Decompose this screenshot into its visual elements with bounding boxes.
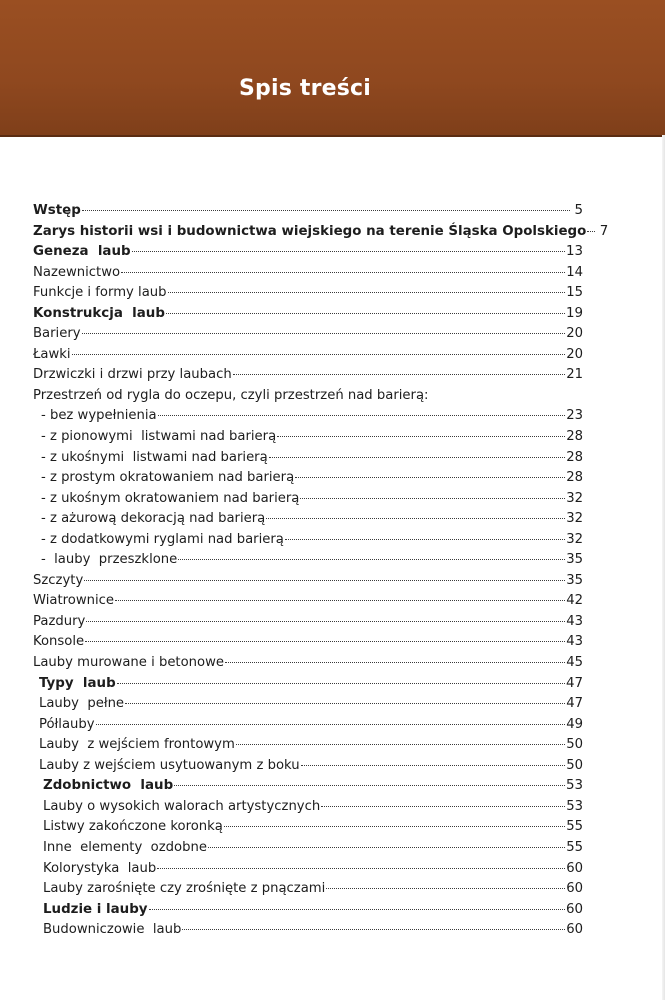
dot-leader bbox=[115, 600, 565, 601]
toc-entry-label: - z ukośnymi listwami nad barierą bbox=[41, 449, 268, 465]
toc-entry-label: Wstęp bbox=[33, 203, 81, 218]
toc-entry bbox=[33, 283, 583, 304]
toc-entry bbox=[33, 632, 583, 653]
toc-entry-label: Zdobnictwo laub bbox=[43, 778, 174, 794]
dot-leader bbox=[236, 744, 565, 745]
toc-entry bbox=[33, 345, 583, 366]
toc-entry-page: 5 bbox=[574, 203, 583, 218]
dot-leader bbox=[117, 683, 565, 684]
toc-entry-page: 32 bbox=[566, 531, 583, 547]
toc-entry-label: - bez wypełnienia bbox=[41, 408, 157, 424]
toc-entry-page: 60 bbox=[566, 860, 583, 876]
toc-entry bbox=[33, 612, 583, 633]
dot-leader bbox=[266, 518, 565, 519]
toc-entry-label: Ławki bbox=[33, 346, 71, 362]
toc-entry bbox=[33, 859, 583, 880]
toc-entry-page: 15 bbox=[566, 285, 583, 301]
toc-entry-page: 14 bbox=[566, 264, 583, 280]
toc-entry bbox=[33, 242, 583, 263]
toc-entry bbox=[33, 201, 583, 222]
toc-entry bbox=[33, 900, 583, 921]
toc-entry-label: Przestrzeń od rygla do oczepu, czyli przestrzeń nad barierą: bbox=[33, 387, 429, 403]
toc-entry bbox=[33, 653, 583, 674]
toc-entry-page: 43 bbox=[566, 634, 583, 650]
toc-entry-label: Geneza laub bbox=[33, 244, 131, 260]
toc-entry-label: Budowniczowie laub bbox=[43, 922, 182, 938]
toc-entry-label: Inne elementy ozdobne bbox=[43, 839, 207, 855]
toc-entry-label: Lauby o wysokich walorach artystycznych bbox=[43, 798, 321, 814]
toc-entry bbox=[33, 530, 583, 551]
toc-entry-label: Listwy zakończone koronką bbox=[43, 819, 223, 835]
toc-entry bbox=[33, 571, 583, 592]
toc-entry-label: Szczyty bbox=[33, 572, 84, 588]
dot-leader bbox=[96, 724, 566, 725]
toc-entry-label: Półlauby bbox=[39, 716, 95, 732]
toc-entry-page: 28 bbox=[566, 429, 583, 445]
toc-entry-label: Lauby z wejściem usytuowanym z boku bbox=[39, 757, 300, 773]
toc-entry-label: Zarys historii wsi i budownictwa wiejskiego na terenie Śląska Opolskiego bbox=[33, 223, 587, 239]
dot-leader bbox=[269, 457, 566, 458]
dot-leader bbox=[82, 210, 570, 211]
toc-entry-page: 32 bbox=[566, 511, 583, 527]
toc-entry bbox=[33, 448, 583, 469]
dot-leader bbox=[321, 806, 565, 807]
toc-entry-page: 60 bbox=[565, 901, 583, 917]
toc-entry bbox=[33, 920, 583, 941]
toc-entry-page: 19 bbox=[565, 305, 583, 321]
toc-entry bbox=[33, 365, 583, 386]
toc-entry-label: Typy laub bbox=[39, 675, 116, 691]
dot-leader bbox=[82, 333, 566, 334]
dot-leader bbox=[168, 292, 566, 293]
toc-entry-label: Funkcje i formy laub bbox=[33, 285, 167, 301]
toc-entry-page: 28 bbox=[566, 449, 583, 465]
toc-entry bbox=[33, 304, 583, 325]
toc-entry bbox=[33, 797, 583, 818]
dot-leader bbox=[224, 826, 565, 827]
toc-entry bbox=[33, 427, 583, 448]
toc-entry-page: 35 bbox=[566, 572, 583, 588]
toc-entry bbox=[33, 817, 583, 838]
dot-leader bbox=[121, 272, 565, 273]
toc-entry-label: Bariery bbox=[33, 326, 81, 342]
toc-entry-label: Pazdury bbox=[33, 613, 86, 629]
toc-entry bbox=[33, 735, 583, 756]
toc-entry-page: 50 bbox=[566, 737, 583, 753]
toc-entry-page: 60 bbox=[566, 922, 583, 938]
toc-entry-page: 47 bbox=[566, 696, 583, 712]
toc-entry-page: 55 bbox=[566, 839, 583, 855]
dot-leader bbox=[125, 703, 565, 704]
page-title: Spis treści bbox=[238, 76, 372, 101]
toc-entry bbox=[33, 838, 583, 859]
dot-leader bbox=[295, 477, 565, 478]
dot-leader bbox=[225, 662, 565, 663]
dot-leader bbox=[300, 498, 565, 499]
dot-leader bbox=[182, 929, 565, 930]
toc-entry-label: Konsole bbox=[33, 634, 85, 650]
toc-entry bbox=[33, 222, 609, 243]
toc-entry-page: 45 bbox=[566, 655, 583, 671]
toc-entry-label: Drzwiczki i drzwi przy laubach bbox=[33, 367, 232, 383]
toc-entry-page: 21 bbox=[566, 367, 583, 383]
toc-entry bbox=[33, 406, 583, 427]
toc-entry-label: - z ażurową dekoracją nad barierą bbox=[41, 511, 266, 527]
dot-leader bbox=[85, 641, 565, 642]
toc-entry bbox=[33, 263, 583, 284]
dot-leader bbox=[84, 580, 565, 581]
toc-entry bbox=[33, 591, 583, 612]
toc-entry-page: 28 bbox=[566, 470, 583, 486]
toc-entry-label: Lauby z wejściem frontowym bbox=[39, 737, 235, 753]
toc-entry bbox=[33, 694, 583, 715]
dot-leader bbox=[301, 765, 566, 766]
toc-entry-page: 20 bbox=[566, 346, 583, 362]
dot-leader bbox=[149, 909, 565, 910]
toc-entry bbox=[33, 879, 583, 900]
toc-entry bbox=[33, 509, 583, 530]
toc-entry-page: 42 bbox=[566, 593, 583, 609]
dot-leader bbox=[157, 868, 565, 869]
toc-entry bbox=[33, 715, 583, 736]
dot-leader bbox=[72, 354, 566, 355]
toc-entry-label: Wiatrownice bbox=[33, 593, 115, 609]
toc-entry-label: Lauby pełne bbox=[39, 696, 125, 712]
toc-entry-page: 32 bbox=[566, 490, 583, 506]
toc-entry-label: - lauby przeszklone bbox=[41, 552, 178, 568]
toc-entry-label: Lauby zarośnięte czy zrośnięte z pnączami bbox=[43, 881, 326, 897]
toc-entry-page: 53 bbox=[565, 778, 583, 794]
toc-entry bbox=[33, 386, 583, 407]
dot-leader bbox=[158, 415, 566, 416]
toc-entry bbox=[33, 674, 583, 695]
dot-leader bbox=[86, 621, 565, 622]
toc-entry-label: Nazewnictwo bbox=[33, 264, 121, 280]
dot-leader bbox=[285, 539, 565, 540]
toc-entry bbox=[33, 468, 583, 489]
toc-entry bbox=[33, 756, 583, 777]
toc-entry-page: 49 bbox=[566, 716, 583, 732]
toc-entry-page: 13 bbox=[565, 244, 583, 260]
toc-entry bbox=[33, 776, 583, 797]
toc-entry bbox=[33, 324, 583, 345]
toc-entry-page: 47 bbox=[565, 675, 583, 691]
dot-leader bbox=[277, 436, 565, 437]
toc-entry-page: 43 bbox=[566, 613, 583, 629]
toc-entry bbox=[33, 489, 583, 510]
toc-entry-label: - z pionowymi listwami nad barierą bbox=[41, 429, 277, 445]
toc-entry-label: Lauby murowane i betonowe bbox=[33, 655, 224, 671]
dot-leader bbox=[233, 374, 566, 375]
toc-entry-page: 55 bbox=[566, 819, 583, 835]
toc-entry-label: - z dodatkowymi ryglami nad barierą bbox=[41, 531, 284, 547]
toc-entry-label: Konstrukcja laub bbox=[33, 305, 165, 321]
toc-entry bbox=[33, 550, 583, 571]
dot-leader bbox=[174, 785, 565, 786]
toc-entry-label: - z ukośnym okratowaniem nad barierą bbox=[41, 490, 300, 506]
toc-entry-page: 50 bbox=[566, 757, 583, 773]
dot-leader bbox=[587, 231, 595, 232]
dot-leader bbox=[326, 888, 565, 889]
toc-entry-page: 20 bbox=[566, 326, 583, 342]
dot-leader bbox=[178, 559, 565, 560]
header-banner bbox=[0, 0, 665, 137]
dot-leader bbox=[208, 847, 565, 848]
toc-entry-label: Kolorystyka laub bbox=[43, 860, 157, 876]
toc-entry-page: 35 bbox=[566, 552, 583, 568]
toc-entry-page: 60 bbox=[566, 881, 583, 897]
table-of-contents bbox=[33, 201, 609, 941]
toc-entry-page: 7 bbox=[599, 223, 609, 239]
toc-entry-page: 53 bbox=[566, 798, 583, 814]
toc-entry-label: - z prostym okratowaniem nad barierą bbox=[41, 470, 295, 486]
dot-leader bbox=[166, 313, 565, 314]
dot-leader bbox=[132, 251, 565, 252]
toc-entry-page: 23 bbox=[566, 408, 583, 424]
toc-entry-label: Ludzie i lauby bbox=[43, 901, 148, 917]
